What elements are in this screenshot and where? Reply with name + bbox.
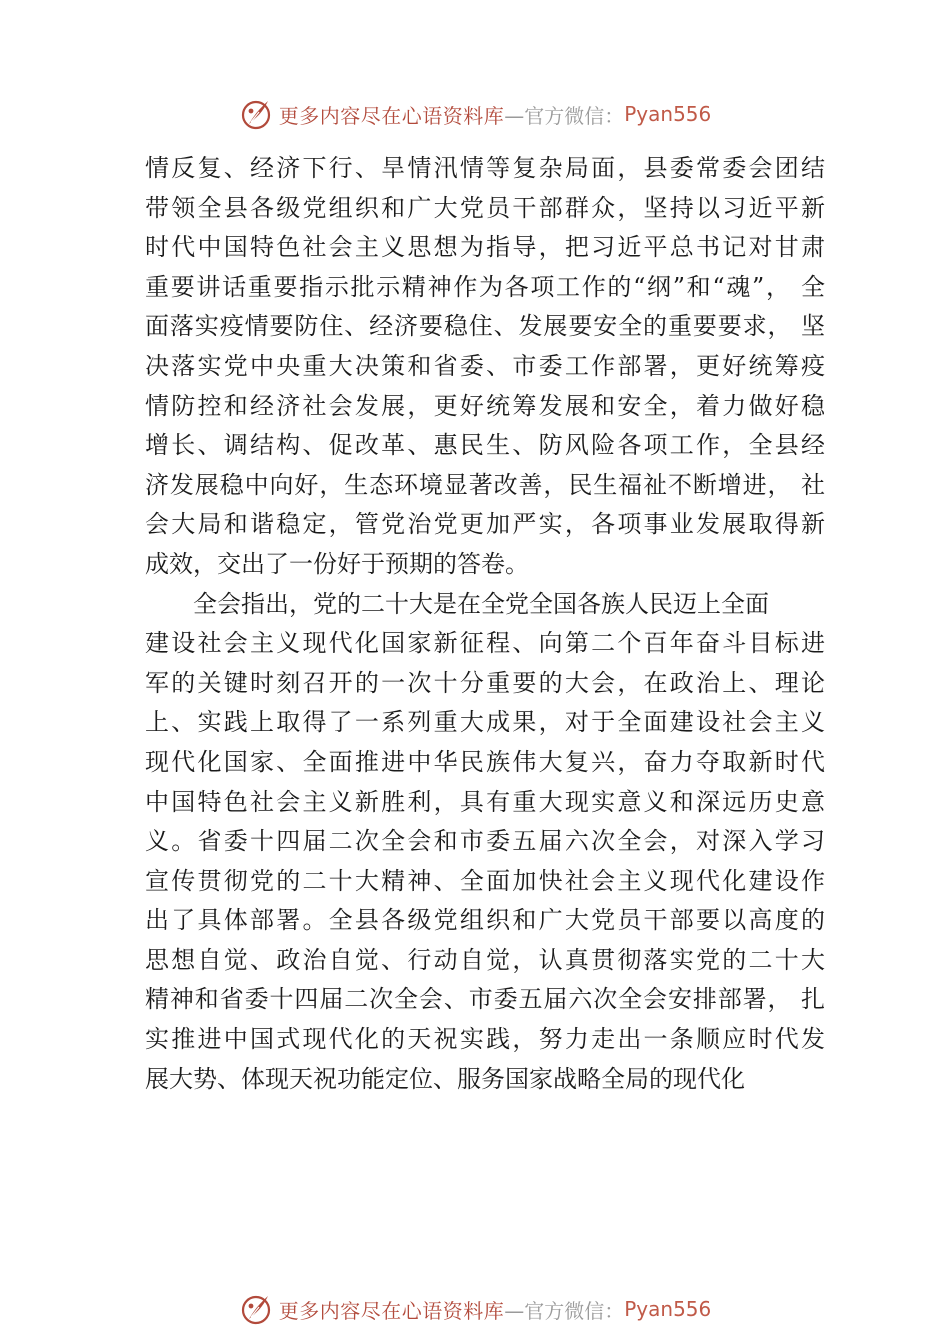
document-body [145,149,825,1099]
header-watermark [0,94,950,134]
text-line: 全会指出，党的二十大是在全党全国各族人民迈上全面 [193,589,769,618]
watermark-wechat-id: Pyan556 [624,1297,712,1321]
text-line: 成效，交出了一份好于预期的答卷。 [145,549,529,578]
text-line: 增长、调结构、促改革、惠民生、防风险各项工作，全县经 [145,431,825,460]
text-line: 宣传贯彻党的二十大精神、全面加快社会主义现代化建设作 [145,866,825,895]
text-line: 上、实践上取得了一系列重大成果，对于全面建设社会主义 [145,708,825,737]
text-line: 情反复、经济下行、旱情汛情等复杂局面，县委常委会团结 [145,154,825,182]
footer-watermark [0,1289,950,1329]
text-line: 决落实党中央重大决策和省委、市委工作部署，更好统筹疫 [145,351,825,380]
text-line: 重要讲话重要指示批示精神作为各项工作的“纲”和“魂”， 全 [145,272,825,301]
text-line: 出了具体部署。全县各级党组织和广大党员干部要以高度的 [145,906,825,935]
text-line: 展大势、体现天祝功能定位、服务国家战略全局的现代化 [145,1064,745,1093]
text-line: 济发展稳中向好，生态环境显著改善，民生福祉不断增进， 社 [145,470,825,499]
text-line: 实推进中国式现代化的天祝实践，努力走出一条顺应时代发 [145,1025,825,1054]
text-line: 面落实疫情要防住、经济要稳住、发展要安全的重要要求， 坚 [145,312,825,341]
text-line: 会大局和谐稳定，管党治党更加严实，各项事业发展取得新 [145,510,825,539]
watermark-separator: —官方微信： [504,103,625,128]
watermark-separator: —官方微信： [504,1298,625,1323]
paragraph-1 [145,149,825,585]
quill-logo-icon [239,97,273,131]
watermark-title: 更多内容尽在心语资料库 [278,1298,505,1323]
text-line: 现代化国家、全面推进中华民族伟大复兴，奋力夺取新时代 [145,747,825,776]
text-line: 情防控和经济社会发展，更好统筹发展和安全，着力做好稳 [145,391,825,420]
text-line: 时代中国特色社会主义思想为指导，把习近平总书记对甘肃 [145,233,825,262]
text-line: 精神和省委十四届二次全会、市委五届六次全会安排部署， 扎 [145,985,825,1014]
text-line: 带领全县各级党组织和广大党员干部群众，坚持以习近平新 [145,193,825,222]
paragraph-2 [145,585,825,1100]
text-line: 思想自觉、政治自觉、行动自觉，认真贯彻落实党的二十大 [145,945,825,974]
text-line: 中国特色社会主义新胜利，具有重大现实意义和深远历史意 [145,787,825,816]
watermark-title: 更多内容尽在心语资料库 [278,103,505,128]
text-line: 义。省委十四届二次全会和市委五届六次全会，对深入学习 [145,827,825,856]
watermark-wechat-id: Pyan556 [624,102,712,126]
text-line: 军的关键时刻召开的一次十分重要的大会，在政治上、理论 [145,668,825,697]
text-line: 建设社会主义现代化国家新征程、向第二个百年奋斗目标进 [145,629,825,658]
quill-logo-icon [239,1292,273,1326]
